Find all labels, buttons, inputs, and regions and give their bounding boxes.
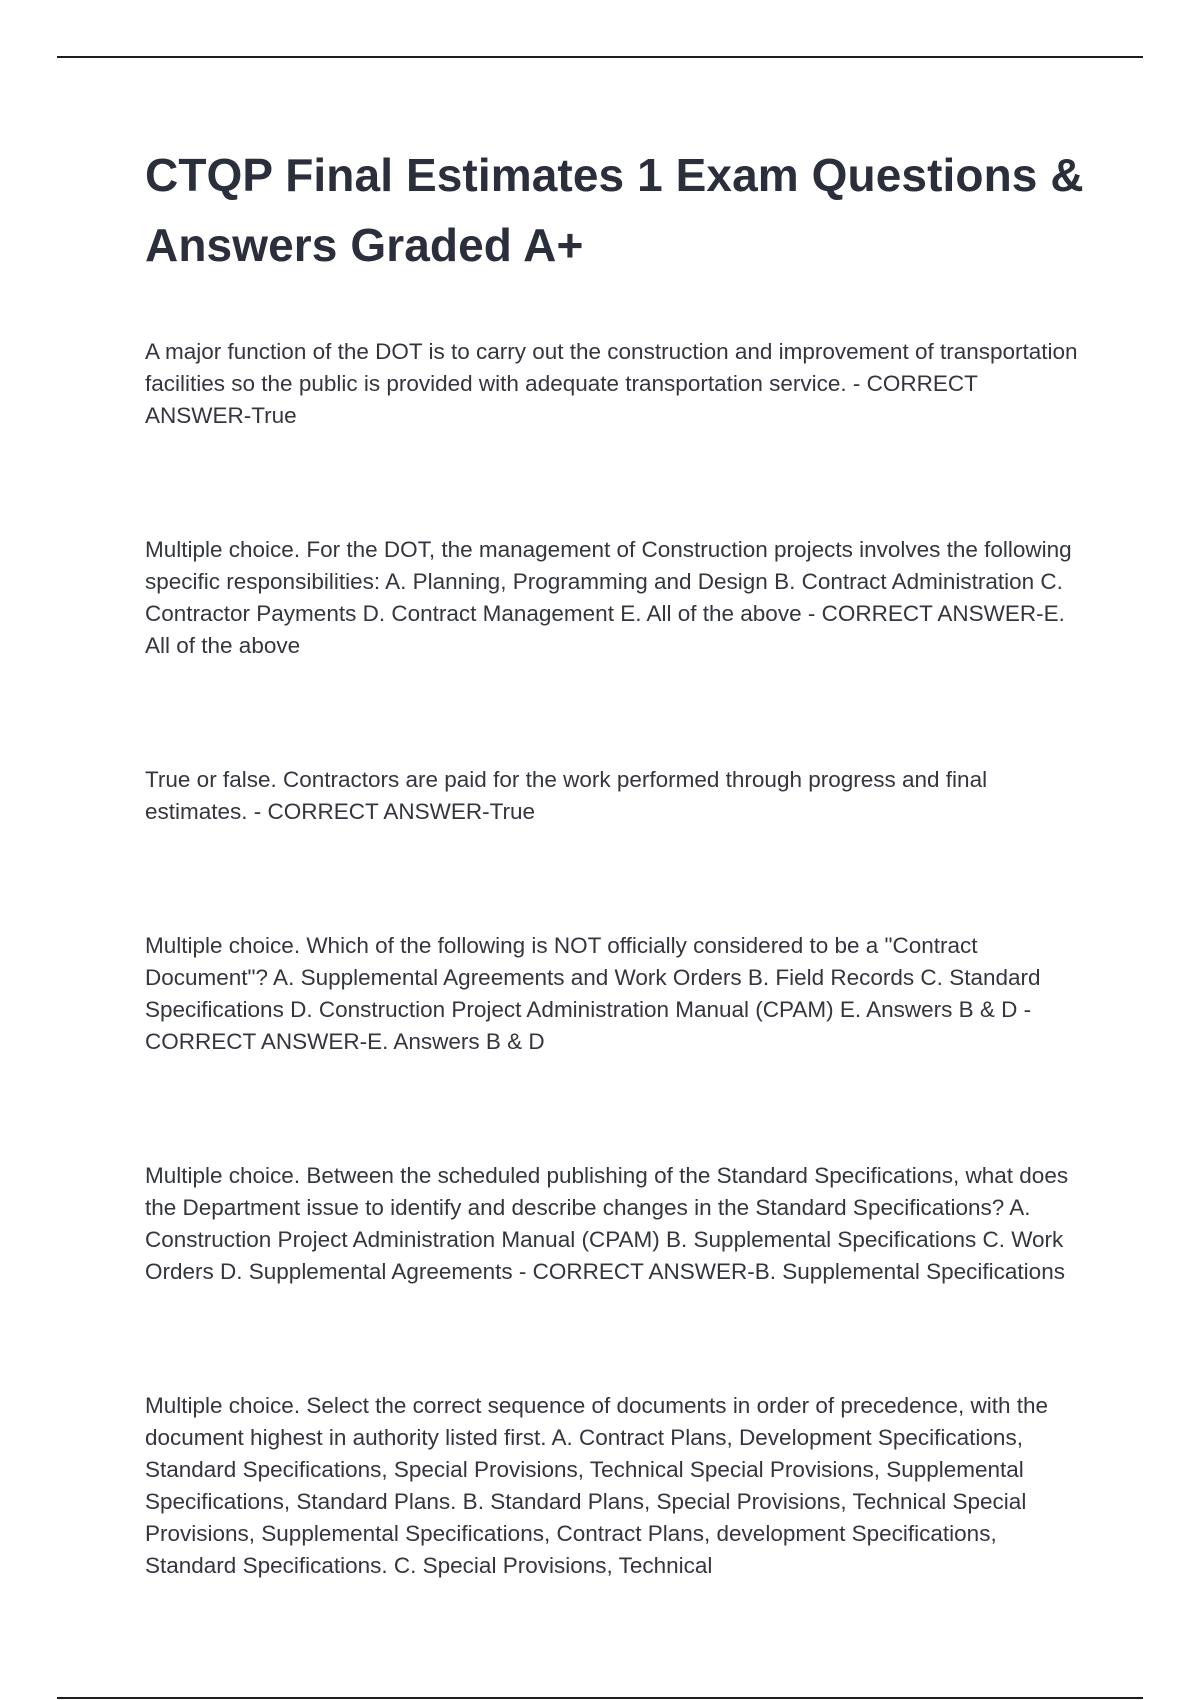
question-list — [145, 336, 1085, 1682]
question-item: Multiple choice. Between the scheduled publishing of the Standard Specifications, what does the Department issue to identify and describe changes in the Standard Specifications? A. Construction Project Administration Manual (CPAM) B. Supplemental Specifications C. Work Orders D. Supplemental Agreements - CORRECT ANSWER-B. Supplemental Specifications — [145, 1163, 1069, 1284]
bottom-divider — [57, 1697, 1143, 1699]
question-item: Multiple choice. For the DOT, the management of Construction projects involves the following specific responsibilities: A. Planning, Programming and Design B. Contract Administration C. Contractor Payments D. Contract Management E. All of the above - CORRECT ANSWER-E. All of the above — [145, 537, 1072, 658]
question-item: True or false. Contractors are paid for the work performed through progress and final estimates. - CORRECT ANSWER-True — [145, 767, 988, 824]
question-item: Multiple choice. Select the correct sequence of documents in order of precedence, with the document highest in authority listed first. A. Contract Plans, Development Specifications, Standard Specifications, Special Provisions, Technical Special Provisions, Supplemental Specifications, Standard Plans. B. Standard Plans, Special Provisions, Technical Special Provisions, Supplemental Specifications, Contract Plans, development Specifications, Standard Specifications. C. Special Provisions, Technical — [145, 1393, 1048, 1578]
top-divider — [57, 56, 1143, 58]
page-title: CTQP Final Estimates 1 Exam Questions & Answers Graded A+ — [145, 149, 1084, 271]
question-item: Multiple choice. Which of the following is NOT officially considered to be a "Contract Document"? A. Supplemental Agreements and Work Orders B. Field Records C. Standard Specifications D. Construction Project Administration Manual (CPAM) E. Answers B & D - CORRECT ANSWER-E. Answers B & D — [145, 933, 1041, 1054]
question-item: A major function of the DOT is to carry out the construction and improvement of transportation facilities so the public is provided with adequate transportation service. - CORRECT ANSWER-True — [145, 339, 1078, 428]
